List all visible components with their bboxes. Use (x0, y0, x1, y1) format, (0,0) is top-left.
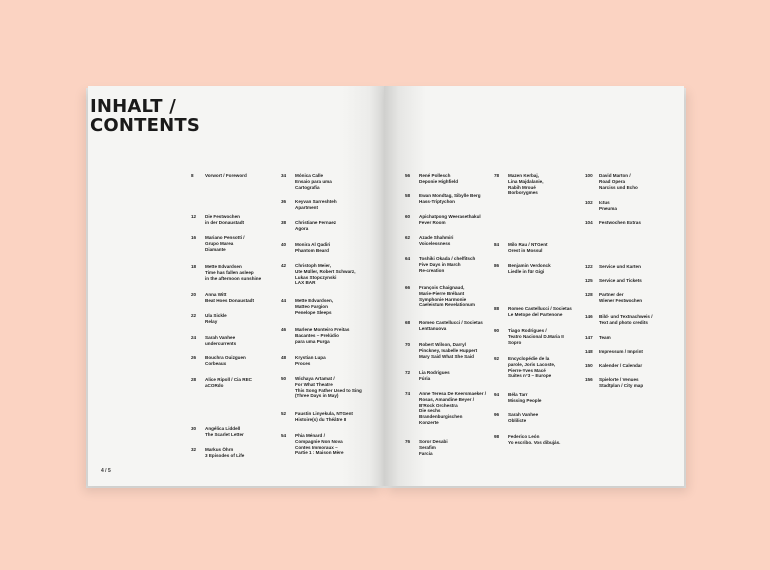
toc-entry-line: Histoire(s) du Théâtre II (295, 416, 347, 422)
toc-entry-line: Mónica Calle (295, 173, 324, 178)
toc-entry-line: Diamante (205, 246, 226, 252)
toc-page-number: 46 (281, 327, 287, 332)
toc-entry-line: Pneuma (599, 205, 617, 211)
toc-entry-line: (Three Days in May) (295, 393, 339, 399)
toc-page-number: 76 (405, 439, 411, 444)
toc-page-number: 66 (405, 285, 411, 290)
toc-entry-line: Bouchra Ouizguen (205, 355, 246, 360)
toc-page-number: 86 (494, 263, 500, 268)
toc-page-number: 148 (585, 349, 593, 354)
toc-entry-line: Suites n°3 – Europe (508, 373, 552, 379)
toc-entry-line: Mette Edvardsen (205, 264, 242, 269)
toc-entry-line: Time has fallen asleep (205, 269, 254, 275)
toc-page-number: 56 (405, 173, 411, 178)
toc-entry-line: Alice Ripoll / Cia REC (205, 377, 252, 382)
toc-entry-line: Proces (295, 360, 311, 366)
toc-entry-line: Vorwort / Foreword (205, 173, 247, 178)
toc-entry-line: Lina Majdalanie, (508, 178, 544, 184)
toc-entry-line: Beat Hoes Donaustadt (205, 297, 255, 303)
toc-entry-line: Sarah Vanhee (205, 335, 236, 340)
page-folio: 4 / 5 (101, 468, 111, 474)
toc-entry-line: Mazen Kerbaj, (508, 173, 539, 178)
toc-entry-line: Road Opera (599, 178, 626, 184)
toc-entry-text (295, 376, 362, 399)
toc-page-number: 54 (281, 433, 287, 438)
toc-entry-text (599, 314, 653, 326)
toc-entry-line: Rabih Mroué (508, 184, 536, 190)
toc-entry-line: Anne Teresa De Keersmaeker / (419, 391, 487, 396)
toc-page-number: 48 (281, 355, 287, 360)
toc-entry-line: Ewan Mondtag, Sibylle Berg (419, 193, 481, 198)
toc-entry-line: Le Metope del Partenone (508, 311, 563, 317)
toc-entry-line: Missing People (508, 397, 542, 403)
toc-entry-text (295, 242, 330, 254)
toc-entry-line: Ictus (599, 200, 610, 205)
toc-entry-line: Teatro Nacional D.Maria II (508, 333, 564, 339)
toc-entry-text (599, 278, 642, 284)
toc-entry-line: Bild- und Textnachweis / (599, 314, 653, 319)
toc-page-number: 32 (191, 447, 197, 452)
toc-page-number: 52 (281, 411, 287, 416)
toc-entry-line: Wiener Festwochen (599, 297, 643, 303)
toc-entry-line: Team (599, 335, 611, 340)
toc-entry-line: LAX BAR (295, 280, 316, 286)
toc-entry-line: undercurrents (205, 340, 237, 346)
toc-entry-line: François Chaignaud, (419, 285, 465, 290)
toc-page-number: 18 (191, 264, 197, 269)
toc-entry-line: Lenttanuova (419, 325, 447, 331)
toc-page-number: 50 (281, 376, 287, 381)
toc-page-number: 122 (585, 264, 593, 269)
toc-entry-line: René Pollesch (419, 173, 451, 178)
toc-entry-line: Service and Tickets (599, 278, 642, 283)
toc-entry-line: Bacantes – Prelúdio (295, 332, 339, 338)
toc-entry-text (419, 235, 453, 247)
toc-entry-text (599, 292, 642, 304)
toc-entry-line: Voicelessness (419, 240, 451, 246)
toc-page-number: 72 (405, 370, 411, 375)
toc-entry-text (599, 349, 643, 355)
toc-entry-line: Serafim (419, 444, 436, 450)
toc-entry-text (295, 220, 336, 232)
toc-page-number: 24 (191, 335, 197, 340)
toc-entry-text (419, 391, 486, 426)
toc-page-number: 28 (191, 377, 197, 382)
toc-entry-text (205, 313, 227, 325)
toc-entry-line: Penelope Sleeps (295, 309, 332, 315)
toc-entry-line: The Scarlet Letter (205, 431, 244, 437)
toc-entry-line: Liedle in für Gigi (508, 268, 545, 274)
toc-page-number: 62 (405, 235, 411, 240)
toc-entry-line: Relay (205, 318, 218, 324)
toc-entry-line: Konzerte (419, 419, 439, 425)
toc-entry-line: Apichatpong Weerasethakul (419, 214, 481, 219)
toc-entry-line: Farcia (419, 450, 433, 456)
toc-entry-text (295, 173, 332, 190)
toc-entry-line: Spielorte / Venues (599, 377, 639, 382)
toc-entry-line: Keyvan Sarreshteh (295, 199, 337, 204)
toc-entry-text (508, 173, 543, 196)
toc-entry-text (508, 328, 564, 345)
toc-entry-text (205, 173, 247, 179)
toc-entry-line: Toshiki Okada / chelfitsch (419, 256, 476, 261)
toc-entry-line: Monira Al Qadiri (295, 242, 331, 247)
toc-entry-line: Federico León (508, 434, 540, 439)
toc-entry-text (508, 306, 572, 318)
toc-entry-line: Markus Öhrn (205, 447, 234, 452)
toc-entry-line: Tiago Rodrigues / (508, 328, 547, 333)
toc-entry-text (205, 292, 254, 304)
toc-page-number: 74 (405, 391, 411, 396)
toc-entry-line: Lukas Stopczynski (295, 274, 337, 280)
toc-page-number: 36 (281, 199, 287, 204)
toc-entry-text (599, 335, 611, 341)
toc-entry-line: Marie-Pierre Brébant (419, 290, 465, 296)
toc-entry-text (205, 447, 244, 459)
toc-entry-line: Faustin Linyekula, NTGent (295, 411, 353, 416)
toc-page-number: 88 (494, 306, 500, 311)
toc-page-number: 68 (405, 320, 411, 325)
toc-page-number: 8 (191, 173, 194, 178)
toc-entry-line: Marlene Monteiro Freitas (295, 327, 350, 332)
toc-page-number: 12 (191, 214, 197, 219)
toc-entry-line: Contes Immoraux – (295, 444, 338, 450)
toc-entry-text (295, 411, 353, 423)
toc-entry-line: aCORdo (205, 382, 224, 388)
toc-entry-line: 3 Episodes of Life (205, 452, 245, 458)
toc-entry-line: Caeleistum Revelationum (419, 302, 475, 308)
toc-page-number: 20 (191, 292, 197, 297)
toc-entry-text (508, 356, 555, 379)
toc-page-number: 44 (281, 298, 287, 303)
toc-entry-text (419, 439, 448, 456)
toc-entry-text (508, 392, 541, 404)
toc-entry-text (508, 263, 551, 275)
toc-page-number: 146 (585, 314, 593, 319)
toc-page-number: 102 (585, 200, 593, 205)
toc-entry-line: Encyclopédie de la (508, 356, 550, 361)
title-inhalt: INHALT / (90, 96, 176, 117)
toc-entry-line: Die Festwochen (205, 214, 240, 219)
toc-entry-text (295, 199, 337, 211)
toc-page-number: 34 (281, 173, 287, 178)
toc-entry-text (508, 242, 548, 254)
toc-page-number: 84 (494, 242, 500, 247)
title-contents: CONTENTS (90, 115, 201, 136)
toc-entry-line: parole, Joris Lacoste, (508, 361, 556, 367)
toc-page-number: 58 (405, 193, 411, 198)
toc-entry-line: Corbeaux (205, 360, 227, 366)
toc-entry-text (419, 320, 483, 332)
toc-page-number: 26 (191, 355, 197, 360)
toc-entry-text (508, 412, 538, 424)
toc-entry-line: Service und Karten (599, 264, 641, 269)
toc-entry-text (419, 256, 475, 273)
toc-entry-text (419, 193, 481, 205)
toc-entry-text (295, 263, 356, 286)
toc-entry-text (599, 363, 642, 369)
toc-entry-line: Robert Wilson, Darryl (419, 342, 466, 347)
toc-entry-text (205, 377, 252, 389)
toc-entry-line: Matteo Fargion (295, 303, 328, 309)
toc-page-number: 128 (585, 292, 593, 297)
toc-page-number: 30 (191, 426, 197, 431)
toc-entry-text (599, 377, 643, 389)
toc-entry-text (419, 214, 481, 226)
toc-page-number: 96 (494, 412, 500, 417)
toc-entry-line: Milo Rau / NTGent (508, 242, 548, 247)
toc-entry-line: Agora (295, 225, 309, 231)
toc-entry-line: Mette Edvardsen, (295, 298, 334, 303)
toc-entry-line: Ute Müller, Robert Schwarz, (295, 268, 356, 274)
toc-page-number: 64 (405, 256, 411, 261)
toc-page-number: 104 (585, 220, 593, 225)
toc-entry-line: Lia Rodrigues (419, 370, 450, 375)
toc-entry-line: Text and photo credits (599, 319, 648, 325)
toc-entry-line: Compagnie Non Nova (295, 438, 343, 444)
toc-entry-line: For What Theatre (295, 381, 333, 387)
toc-entry-line: Fever Room (419, 219, 446, 225)
toc-entry-text (205, 426, 244, 438)
toc-page-number: 38 (281, 220, 287, 225)
toc-entry-line: Kalender / Calendar (599, 363, 643, 368)
toc-page-number: 94 (494, 392, 500, 397)
toc-entry-line: para uma Purga (295, 338, 330, 344)
toc-page-number: 100 (585, 173, 593, 178)
toc-entry-text (205, 264, 261, 281)
toc-entry-line: Die sechs (419, 408, 441, 414)
toc-entry-text (205, 355, 246, 367)
toc-page-number: 92 (494, 356, 500, 361)
toc-entry-text (599, 264, 641, 270)
toc-entry-text (419, 285, 475, 308)
toc-entry-line: Partie 1 : Maison Mère (295, 450, 344, 456)
toc-page-number: 70 (405, 342, 411, 347)
toc-entry-text (295, 433, 344, 456)
toc-entry-text (295, 327, 349, 344)
toc-entry-line: Sarah Vanhee (508, 412, 539, 417)
toc-entry-line: Borborygmes (508, 190, 538, 196)
toc-entry-line: Ula Sickle (205, 313, 227, 318)
toc-entry-line: Re-creation (419, 267, 445, 273)
toc-entry-line: Festwochen Extras (599, 220, 641, 225)
toc-entry-line: Christoph Meier, (295, 263, 331, 268)
toc-entry-text (599, 220, 641, 226)
toc-entry-line: Romeo Castellucci / Societas (419, 320, 483, 325)
toc-entry-line: Wichaya Artamat / (295, 376, 335, 381)
toc-entry-line: Five Days in March (419, 261, 461, 267)
toc-entry-line: Symphonie Harmonie (419, 296, 467, 302)
toc-entry-line: Pierre-Yves Macé (508, 367, 546, 373)
toc-entry-line: Apartment (295, 204, 318, 210)
toc-entry-line: Grupo Marea (205, 240, 234, 246)
toc-entry-line: Soror Desabi (419, 439, 448, 444)
toc-entry-line: Ensaio para uma (295, 178, 332, 184)
toc-entry-line: B'Rock Orchestra (419, 402, 458, 408)
toc-entry-line: Orest in Mossul (508, 247, 543, 253)
toc-entry-text (295, 298, 333, 315)
toc-page-number: 40 (281, 242, 287, 247)
toc-page-number: 60 (405, 214, 411, 219)
toc-entry-text (599, 173, 638, 190)
toc-entry-line: Angélica Liddell (205, 426, 241, 431)
toc-entry-text (599, 200, 617, 212)
toc-entry-line: Mary Said What She Said (419, 353, 474, 359)
toc-entry-line: Krystian Lupa (295, 355, 326, 360)
toc-entry-line: Romeo Castellucci / Societas (508, 306, 572, 311)
toc-entry-line: Cartografia (295, 184, 320, 190)
toc-entry-line: Anna Witt (205, 292, 227, 297)
toc-entry-line: Partner der (599, 292, 624, 297)
toc-entry-line: Brandenburgischen (419, 414, 463, 420)
toc-entry-line: Stadtplan / City map (599, 382, 644, 388)
toc-entry-line: Narciss und Echo (599, 184, 638, 190)
toc-page-number: 16 (191, 235, 197, 240)
toc-page-number: 78 (494, 173, 500, 178)
toc-entry-line: Yo escribo. Vos dibujás. (508, 439, 561, 445)
toc-entry-text (419, 370, 450, 382)
toc-entry-line: Phantom Beard (295, 247, 329, 253)
toc-entry-line: David Marton / (599, 173, 631, 178)
toc-page-number: 125 (585, 278, 593, 283)
toc-page-number: 22 (191, 313, 197, 318)
toc-entry-line: Fúria (419, 375, 431, 381)
toc-entry-line: Impressum / Imprint (599, 349, 643, 354)
toc-page-number: 147 (585, 335, 593, 340)
toc-entry-line: Christiane Fernaez (295, 220, 337, 225)
toc-entry-text (419, 342, 477, 359)
toc-entry-line: Pinckney, Isabelle Huppert (419, 347, 478, 353)
toc-entry-line: Hass-Triptychon (419, 198, 455, 204)
toc-entry-text (205, 214, 244, 226)
toc-entry-text (205, 235, 245, 252)
toc-entry-text (205, 335, 236, 347)
toc-entry-line: Azade Shahmiri (419, 235, 454, 240)
toc-entry-line: Deponie Highfield (419, 178, 459, 184)
toc-entry-line: Oblilicte (508, 417, 527, 423)
toc-page-number: 98 (494, 434, 500, 439)
toc-entry-line: Benjamin Verdonck (508, 263, 551, 268)
toc-entry-text (419, 173, 458, 185)
toc-entry-text (508, 434, 560, 446)
toc-page-number: 156 (585, 377, 593, 382)
toc-entry-line: This Song Father Used to Sing (295, 387, 362, 393)
toc-entry-line: Rosas, Amandine Beyer / (419, 396, 474, 402)
toc-page-number: 42 (281, 263, 287, 268)
toc-entry-line: Béla Tarr (508, 392, 528, 397)
toc-page-number: 90 (494, 328, 500, 333)
toc-entry-line: Sopro (508, 339, 522, 345)
toc-page-number: 150 (585, 363, 593, 368)
toc-entry-line: in the afternoon sunshine (205, 275, 262, 281)
toc-entry-line: in der Donaustadt (205, 219, 245, 225)
toc-entry-line: Mariano Pensotti / (205, 235, 245, 240)
toc-entry-line: Phia Ménard / (295, 433, 325, 438)
toc-entry-text (295, 355, 326, 367)
